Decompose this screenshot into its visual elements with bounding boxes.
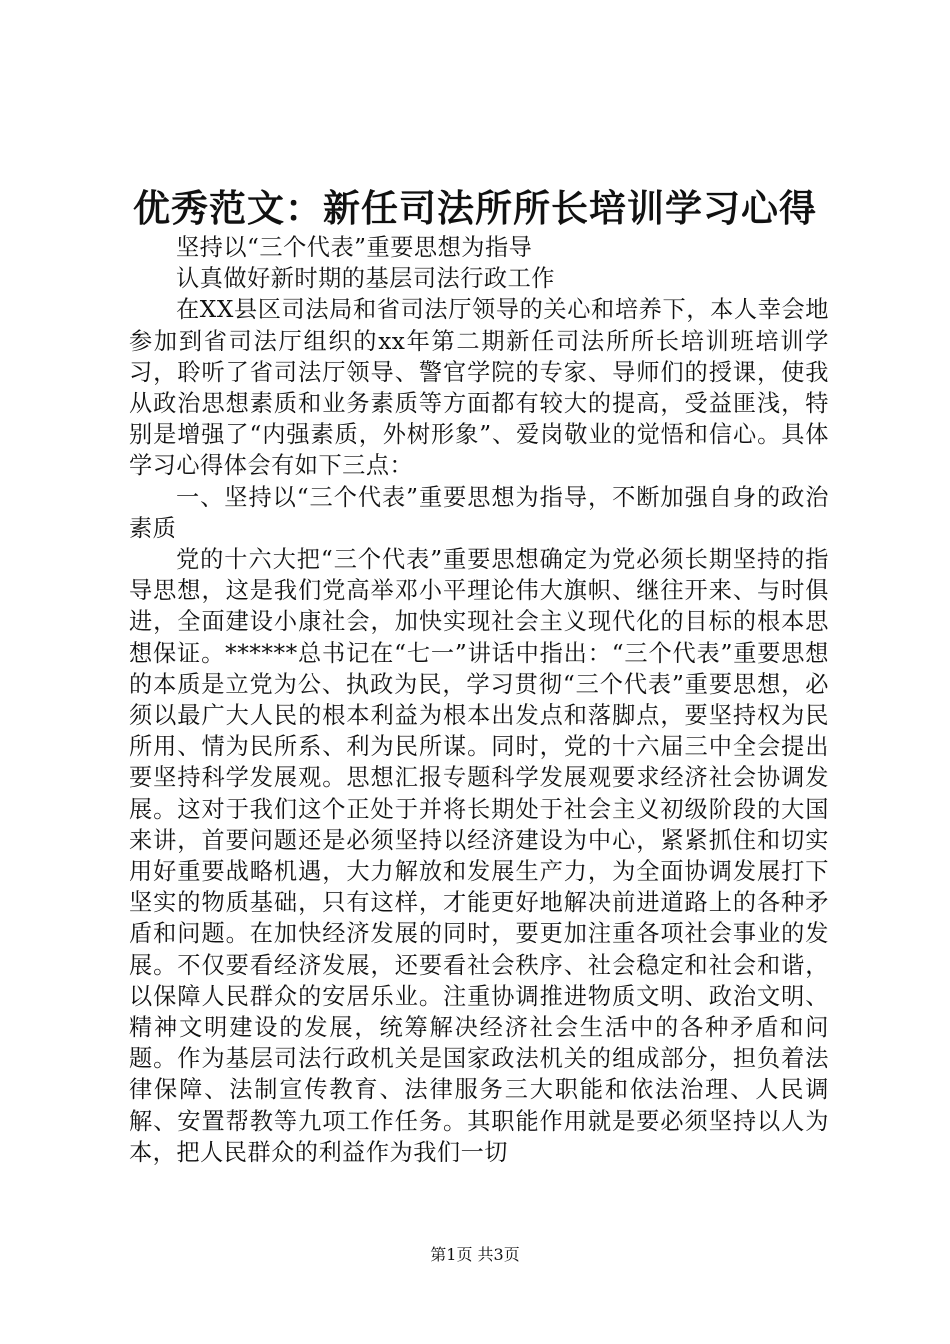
intro-paragraph: 在XX县区司法局和省司法厅领导的关心和培养下，本人幸会地参加到省司法厅组织的xx年第二期新任司法所所长培训班培训学习，聆听了省司法厅领导、警官学院的专家、导师们的授课，使我从政治思想素质和业务素质等方面都有较大的提高，受益匪浅，特别是增强了“内强素质，外树形象”、爱岗敬业的觉悟和信心。具体学习心得体会有如下三点：: [129, 296, 829, 480]
document-title: 优秀范文：新任司法所所长培训学习心得: [133, 186, 817, 230]
subtitle-line-2: 认真做好新时期的基层司法行政工作: [176, 265, 555, 293]
document-body: [129, 232, 829, 1168]
page-footer: 第1页 共3页: [430, 1245, 520, 1264]
subtitle-line-1: 坚持以“三个代表”重要思想为指导: [176, 234, 533, 261]
section-heading-1: 一、坚持以“三个代表”重要思想为指导，不断加强自身的政治素质: [129, 483, 829, 542]
body-paragraph: 党的十六大把“三个代表”重要思想确定为党必须长期坚持的指导思想，这是我们党高举邓小平理论伟大旗帜、继往开来、与时俱进，全面建设小康社会，加快实现社会主义现代化的目标的根本思想保证。******总书记在“七一”讲话中指出：“三个代表”重要思想的本质是立党为公、执政为民，学习贯彻“三个代表”重要思想，必须以最广大人民的根本利益为根本出发点和落脚点，要坚持权为民所用、情为民所系、利为民所谋。同时，党的十六届三中全会提出要坚持科学发展观。思想汇报专题科学发展观要求经济社会协调发展。这对于我们这个正处于并将长期处于社会主义初级阶段的大国来讲，首要问题还是必须坚持以经济建设为中心，紧紧抓住和切实用好重要战略机遇，大力解放和发展生产力，为全面协调发展打下坚实的物质基础，只有这样，才能更好地解决前进道路上的各种矛盾和问题。在加快经济发展的同时，要更加注重各项社会事业的发展。不仅要看经济发展，还要看社会秩序、社会稳定和社会和谐，以保障人民群众的安居乐业。注重协调推进物质文明、政治文明、精神文明建设的发展，统筹解决经济社会生活中的各种矛盾和问题。作为基层司法行政机关是国家政法机关的组成部分，担负着法律保障、法制宣传教育、法律服务三大职能和依法治理、人民调解、安置帮教等九项工作任务。其职能作用就是要必须坚持以人为本，把人民群众的利益作为我们一切: [129, 546, 829, 1166]
